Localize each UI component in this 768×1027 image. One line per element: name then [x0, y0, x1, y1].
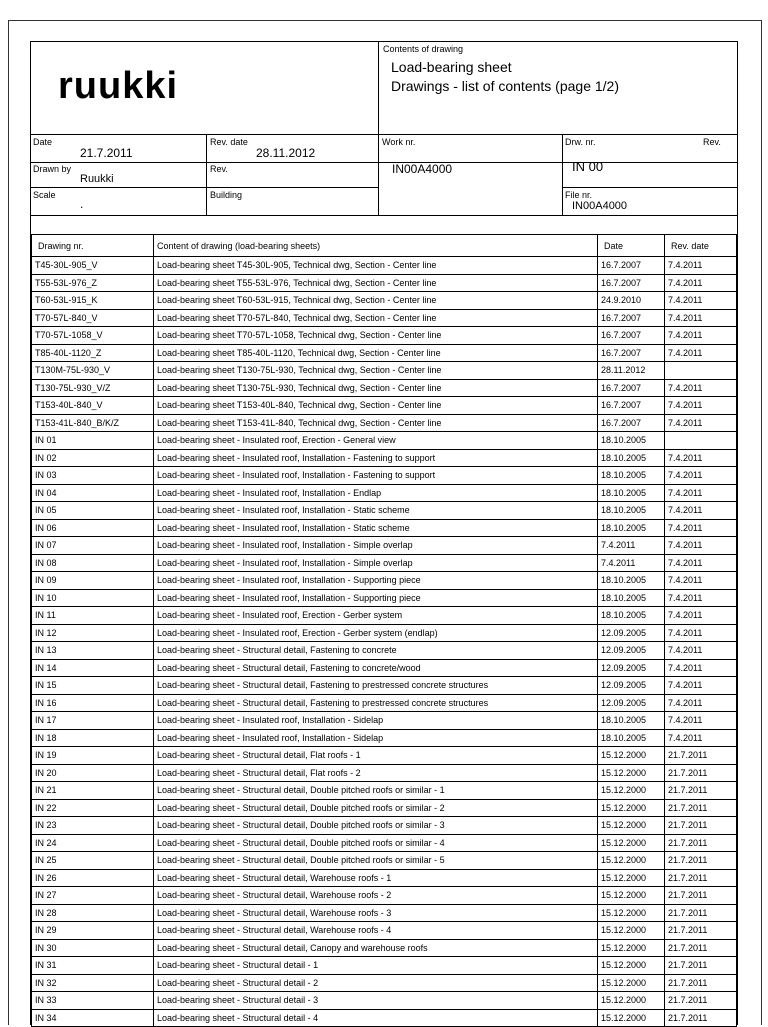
- table-row: [32, 537, 737, 555]
- cell-content: Load-bearing sheet - Insulated roof, Erection - General view: [154, 432, 598, 450]
- cell-rev-date: 7.4.2011: [665, 414, 737, 432]
- cell-content: Load-bearing sheet T153-41L-840, Technical dwg, Section - Center line: [154, 414, 598, 432]
- cell-date: 16.7.2007: [598, 327, 665, 345]
- contents-label: Contents of drawing: [383, 44, 464, 54]
- cell-date: 15.12.2000: [598, 782, 665, 800]
- cell-date: 7.4.2011: [598, 554, 665, 572]
- rev-date-label: Rev. date: [210, 137, 248, 147]
- cell-drawing-nr: T85-40L-1120_Z: [32, 344, 154, 362]
- cell-date: 16.7.2007: [598, 309, 665, 327]
- table-row: [32, 467, 737, 485]
- table-row: [32, 344, 737, 362]
- cell-rev-date: 21.7.2011: [665, 834, 737, 852]
- table-row: [32, 694, 737, 712]
- table-row: [32, 834, 737, 852]
- cell-content: Load-bearing sheet - Structural detail, Double pitched roofs or similar - 5: [154, 852, 598, 870]
- cell-content: Load-bearing sheet T130-75L-930, Technical dwg, Section - Center line: [154, 379, 598, 397]
- cell-date: 15.12.2000: [598, 852, 665, 870]
- cell-date: 18.10.2005: [598, 589, 665, 607]
- cell-rev-date: 21.7.2011: [665, 782, 737, 800]
- table-row: [32, 817, 737, 835]
- cell-rev-date: 7.4.2011: [665, 274, 737, 292]
- cell-content: Load-bearing sheet - Insulated roof, Installation - Fastening to support: [154, 467, 598, 485]
- cell-date: 16.7.2007: [598, 257, 665, 275]
- header-date: Date: [598, 235, 665, 257]
- cell-content: Load-bearing sheet - Structural detail - 4: [154, 1009, 598, 1027]
- cell-rev-date: 21.7.2011: [665, 764, 737, 782]
- cell-content: Load-bearing sheet - Insulated roof, Erection - Gerber system (endlap): [154, 624, 598, 642]
- cell-content: Load-bearing sheet - Structural detail, Warehouse roofs - 4: [154, 922, 598, 940]
- table-row: [32, 642, 737, 660]
- cell-rev-date: 7.4.2011: [665, 554, 737, 572]
- drawn-by-label: Drawn by: [33, 164, 72, 174]
- table-row: [32, 449, 737, 467]
- cell-content: Load-bearing sheet T70-57L-840, Technical dwg, Section - Center line: [154, 309, 598, 327]
- cell-drawing-nr: IN 18: [32, 729, 154, 747]
- header-content: Content of drawing (load-bearing sheets): [154, 235, 598, 257]
- table-row: [32, 432, 737, 450]
- cell-date: 24.9.2010: [598, 292, 665, 310]
- cell-content: Load-bearing sheet - Structural detail - 1: [154, 957, 598, 975]
- cell-rev-date: 7.4.2011: [665, 484, 737, 502]
- cell-drawing-nr: IN 22: [32, 799, 154, 817]
- cell-date: 18.10.2005: [598, 484, 665, 502]
- cell-date: 12.09.2005: [598, 694, 665, 712]
- table-row: [32, 887, 737, 905]
- cell-drawing-nr: IN 02: [32, 449, 154, 467]
- rev2-label: Rev.: [210, 164, 228, 174]
- cell-drawing-nr: IN 33: [32, 992, 154, 1010]
- cell-date: 12.09.2005: [598, 642, 665, 660]
- cell-content: Load-bearing sheet - Insulated roof, Installation - Sidelap: [154, 712, 598, 730]
- cell-content: Load-bearing sheet - Insulated roof, Installation - Fastening to support: [154, 449, 598, 467]
- cell-drawing-nr: IN 15: [32, 677, 154, 695]
- cell-date: 15.12.2000: [598, 747, 665, 765]
- cell-drawing-nr: T130-75L-930_V/Z: [32, 379, 154, 397]
- table-row: [32, 712, 737, 730]
- cell-content: Load-bearing sheet - Structural detail - 3: [154, 992, 598, 1010]
- divider: [30, 187, 378, 188]
- cell-rev-date: 21.7.2011: [665, 939, 737, 957]
- table-row: [32, 554, 737, 572]
- cell-rev-date: 7.4.2011: [665, 589, 737, 607]
- cell-rev-date: 7.4.2011: [665, 327, 737, 345]
- header-rev-date: Rev. date: [665, 235, 737, 257]
- cell-content: Load-bearing sheet T55-53L-976, Technical dwg, Section - Center line: [154, 274, 598, 292]
- cell-drawing-nr: IN 21: [32, 782, 154, 800]
- cell-date: 16.7.2007: [598, 379, 665, 397]
- table-row: [32, 939, 737, 957]
- cell-rev-date: 7.4.2011: [665, 467, 737, 485]
- cell-content: Load-bearing sheet T130-75L-930, Technical dwg, Section - Center line: [154, 362, 598, 380]
- cell-rev-date: 21.7.2011: [665, 887, 737, 905]
- building-label: Building: [210, 190, 243, 200]
- cell-date: 16.7.2007: [598, 414, 665, 432]
- cell-date: 16.7.2007: [598, 274, 665, 292]
- cell-content: Load-bearing sheet - Structural detail, Double pitched roofs or similar - 3: [154, 817, 598, 835]
- cell-drawing-nr: IN 30: [32, 939, 154, 957]
- cell-date: 18.10.2005: [598, 502, 665, 520]
- cell-rev-date: 7.4.2011: [665, 642, 737, 660]
- cell-rev-date: 7.4.2011: [665, 309, 737, 327]
- file-nr-value: IN00A4000: [572, 200, 628, 212]
- cell-rev-date: 21.7.2011: [665, 957, 737, 975]
- cell-rev-date: 7.4.2011: [665, 712, 737, 730]
- cell-content: Load-bearing sheet - Insulated roof, Installation - Sidelap: [154, 729, 598, 747]
- cell-content: Load-bearing sheet - Structural detail, Double pitched roofs or similar - 4: [154, 834, 598, 852]
- cell-date: 15.12.2000: [598, 834, 665, 852]
- cell-content: Load-bearing sheet - Structural detail, Fastening to prestressed concrete structures: [154, 677, 598, 695]
- divider: [378, 41, 379, 215]
- cell-rev-date: 21.7.2011: [665, 747, 737, 765]
- divider: [30, 162, 737, 163]
- cell-content: Load-bearing sheet - Insulated roof, Installation - Endlap: [154, 484, 598, 502]
- scale-label: Scale: [33, 190, 56, 200]
- table-row: [32, 572, 737, 590]
- cell-drawing-nr: IN 12: [32, 624, 154, 642]
- table-row: [32, 869, 737, 887]
- cell-drawing-nr: IN 29: [32, 922, 154, 940]
- cell-date: 12.09.2005: [598, 624, 665, 642]
- table-row: [32, 379, 737, 397]
- cell-rev-date: 7.4.2011: [665, 397, 737, 415]
- cell-content: Load-bearing sheet T70-57L-1058, Technical dwg, Section - Center line: [154, 327, 598, 345]
- cell-rev-date: 7.4.2011: [665, 379, 737, 397]
- cell-date: 28.11.2012: [598, 362, 665, 380]
- cell-drawing-nr: T130M-75L-930_V: [32, 362, 154, 380]
- cell-date: 15.12.2000: [598, 939, 665, 957]
- cell-drawing-nr: T60-53L-915_K: [32, 292, 154, 310]
- table-row: [32, 677, 737, 695]
- cell-date: 15.12.2000: [598, 974, 665, 992]
- cell-rev-date: [665, 432, 737, 450]
- table-row: [32, 764, 737, 782]
- rev-date-value: 28.11.2012: [256, 146, 316, 160]
- cell-date: 15.12.2000: [598, 904, 665, 922]
- cell-content: Load-bearing sheet - Insulated roof, Installation - Supporting piece: [154, 572, 598, 590]
- cell-drawing-nr: IN 11: [32, 607, 154, 625]
- cell-content: Load-bearing sheet - Insulated roof, Installation - Supporting piece: [154, 589, 598, 607]
- cell-rev-date: 7.4.2011: [665, 694, 737, 712]
- table-row: [32, 309, 737, 327]
- cell-date: 15.12.2000: [598, 887, 665, 905]
- cell-rev-date: 7.4.2011: [665, 344, 737, 362]
- cell-date: 18.10.2005: [598, 607, 665, 625]
- cell-date: 18.10.2005: [598, 449, 665, 467]
- cell-content: Load-bearing sheet - Insulated roof, Installation - Static scheme: [154, 502, 598, 520]
- cell-content: Load-bearing sheet - Structural detail, Double pitched roofs or similar - 2: [154, 799, 598, 817]
- cell-drawing-nr: IN 34: [32, 1009, 154, 1027]
- table-row: [32, 852, 737, 870]
- table-row: [32, 292, 737, 310]
- date-value: 21.7.2011: [80, 146, 133, 160]
- cell-content: Load-bearing sheet T85-40L-1120, Technical dwg, Section - Center line: [154, 344, 598, 362]
- table-row: [32, 729, 737, 747]
- table-row: [32, 327, 737, 345]
- table-row: [32, 257, 737, 275]
- cell-drawing-nr: IN 10: [32, 589, 154, 607]
- cell-drawing-nr: IN 26: [32, 869, 154, 887]
- drawing-list-table: [31, 234, 737, 1027]
- cell-date: 12.09.2005: [598, 677, 665, 695]
- cell-date: 18.10.2005: [598, 712, 665, 730]
- cell-date: 15.12.2000: [598, 992, 665, 1010]
- cell-date: 16.7.2007: [598, 344, 665, 362]
- cell-content: Load-bearing sheet - Structural detail, Fastening to concrete: [154, 642, 598, 660]
- cell-rev-date: 7.4.2011: [665, 729, 737, 747]
- cell-rev-date: 21.7.2011: [665, 992, 737, 1010]
- cell-date: 15.12.2000: [598, 817, 665, 835]
- table-row: [32, 659, 737, 677]
- cell-rev-date: 21.7.2011: [665, 974, 737, 992]
- cell-drawing-nr: IN 17: [32, 712, 154, 730]
- table-row: [32, 484, 737, 502]
- table-row: [32, 624, 737, 642]
- cell-drawing-nr: IN 27: [32, 887, 154, 905]
- cell-date: 12.09.2005: [598, 659, 665, 677]
- drw-nr-value: IN 00: [572, 159, 604, 174]
- cell-drawing-nr: T70-57L-840_V: [32, 309, 154, 327]
- divider: [562, 134, 563, 215]
- cell-date: 15.12.2000: [598, 922, 665, 940]
- table-row: [32, 974, 737, 992]
- cell-drawing-nr: IN 07: [32, 537, 154, 555]
- cell-drawing-nr: IN 03: [32, 467, 154, 485]
- drawing-title: Load-bearing sheet: [391, 59, 512, 75]
- cell-rev-date: 7.4.2011: [665, 607, 737, 625]
- cell-rev-date: 21.7.2011: [665, 1009, 737, 1027]
- table-row: [32, 957, 737, 975]
- drawing-subtitle: Drawings - list of contents (page 1/2): [391, 78, 619, 94]
- scale-value: .: [80, 197, 84, 211]
- table-row: [32, 589, 737, 607]
- cell-date: 16.7.2007: [598, 397, 665, 415]
- cell-rev-date: 7.4.2011: [665, 502, 737, 520]
- cell-drawing-nr: IN 06: [32, 519, 154, 537]
- cell-rev-date: 7.4.2011: [665, 292, 737, 310]
- table-row: [32, 397, 737, 415]
- ruukki-logo: ruukki: [58, 65, 179, 107]
- table-header-row: [32, 235, 737, 257]
- cell-content: Load-bearing sheet - Structural detail, Canopy and warehouse roofs: [154, 939, 598, 957]
- cell-drawing-nr: IN 13: [32, 642, 154, 660]
- cell-content: Load-bearing sheet - Insulated roof, Installation - Static scheme: [154, 519, 598, 537]
- cell-drawing-nr: T45-30L-905_V: [32, 257, 154, 275]
- cell-content: Load-bearing sheet - Structural detail, Double pitched roofs or similar - 1: [154, 782, 598, 800]
- cell-rev-date: 7.4.2011: [665, 519, 737, 537]
- cell-date: 15.12.2000: [598, 957, 665, 975]
- cell-content: Load-bearing sheet T60-53L-915, Technical dwg, Section - Center line: [154, 292, 598, 310]
- file-nr-label: File nr.: [565, 190, 593, 200]
- divider: [206, 134, 207, 215]
- cell-drawing-nr: IN 16: [32, 694, 154, 712]
- cell-date: 7.4.2011: [598, 537, 665, 555]
- drawn-by-value: Ruukki: [80, 173, 114, 185]
- cell-drawing-nr: IN 04: [32, 484, 154, 502]
- cell-drawing-nr: IN 23: [32, 817, 154, 835]
- cell-rev-date: 21.7.2011: [665, 922, 737, 940]
- cell-drawing-nr: IN 20: [32, 764, 154, 782]
- cell-content: Load-bearing sheet - Structural detail - 2: [154, 974, 598, 992]
- cell-rev-date: 7.4.2011: [665, 624, 737, 642]
- table-row: [32, 502, 737, 520]
- cell-rev-date: 21.7.2011: [665, 817, 737, 835]
- cell-date: 18.10.2005: [598, 432, 665, 450]
- cell-drawing-nr: IN 24: [32, 834, 154, 852]
- rev-label: Rev.: [703, 137, 721, 147]
- cell-content: Load-bearing sheet - Structural detail, Flat roofs - 2: [154, 764, 598, 782]
- table-row: [32, 607, 737, 625]
- cell-drawing-nr: IN 32: [32, 974, 154, 992]
- cell-content: Load-bearing sheet T153-40L-840, Technical dwg, Section - Center line: [154, 397, 598, 415]
- cell-drawing-nr: T153-40L-840_V: [32, 397, 154, 415]
- header-drawing-nr: Drawing nr.: [32, 235, 154, 257]
- cell-rev-date: 21.7.2011: [665, 852, 737, 870]
- cell-rev-date: 21.7.2011: [665, 869, 737, 887]
- cell-drawing-nr: T55-53L-976_Z: [32, 274, 154, 292]
- table-row: [32, 782, 737, 800]
- table-row: [32, 274, 737, 292]
- cell-date: 18.10.2005: [598, 467, 665, 485]
- cell-rev-date: 7.4.2011: [665, 677, 737, 695]
- cell-date: 18.10.2005: [598, 519, 665, 537]
- date-label: Date: [33, 137, 53, 147]
- cell-rev-date: 7.4.2011: [665, 659, 737, 677]
- cell-drawing-nr: IN 28: [32, 904, 154, 922]
- divider: [30, 215, 737, 216]
- cell-content: Load-bearing sheet - Structural detail, Fastening to concrete/wood: [154, 659, 598, 677]
- cell-rev-date: 21.7.2011: [665, 799, 737, 817]
- cell-drawing-nr: IN 19: [32, 747, 154, 765]
- cell-drawing-nr: IN 01: [32, 432, 154, 450]
- cell-content: Load-bearing sheet - Insulated roof, Erection - Gerber system: [154, 607, 598, 625]
- cell-drawing-nr: IN 08: [32, 554, 154, 572]
- cell-content: Load-bearing sheet - Insulated roof, Installation - Simple overlap: [154, 537, 598, 555]
- cell-date: 15.12.2000: [598, 1009, 665, 1027]
- cell-drawing-nr: IN 25: [32, 852, 154, 870]
- cell-rev-date: 21.7.2011: [665, 904, 737, 922]
- work-nr-label: Work nr.: [382, 137, 416, 147]
- work-nr-value: IN00A4000: [392, 162, 453, 176]
- cell-date: 15.12.2000: [598, 869, 665, 887]
- table-row: [32, 519, 737, 537]
- cell-drawing-nr: IN 05: [32, 502, 154, 520]
- cell-drawing-nr: T153-41L-840_B/K/Z: [32, 414, 154, 432]
- cell-content: Load-bearing sheet - Structural detail, Warehouse roofs - 2: [154, 887, 598, 905]
- divider: [562, 187, 737, 188]
- cell-drawing-nr: T70-57L-1058_V: [32, 327, 154, 345]
- table-row: [32, 904, 737, 922]
- cell-content: Load-bearing sheet - Insulated roof, Installation - Simple overlap: [154, 554, 598, 572]
- table-row: [32, 922, 737, 940]
- cell-rev-date: 7.4.2011: [665, 449, 737, 467]
- cell-date: 18.10.2005: [598, 729, 665, 747]
- cell-drawing-nr: IN 14: [32, 659, 154, 677]
- cell-rev-date: 7.4.2011: [665, 257, 737, 275]
- cell-content: Load-bearing sheet - Structural detail, Warehouse roofs - 1: [154, 869, 598, 887]
- cell-content: Load-bearing sheet - Structural detail, Flat roofs - 1: [154, 747, 598, 765]
- table-row: [32, 414, 737, 432]
- drw-nr-label: Drw. nr.: [565, 137, 596, 147]
- table-row: [32, 362, 737, 380]
- cell-content: Load-bearing sheet - Structural detail, Fastening to prestressed concrete structures: [154, 694, 598, 712]
- cell-content: Load-bearing sheet T45-30L-905, Technical dwg, Section - Center line: [154, 257, 598, 275]
- cell-rev-date: 7.4.2011: [665, 537, 737, 555]
- table-row: [32, 799, 737, 817]
- divider: [30, 134, 737, 135]
- cell-drawing-nr: IN 09: [32, 572, 154, 590]
- table-row: [32, 747, 737, 765]
- table-row: [32, 992, 737, 1010]
- cell-rev-date: [665, 362, 737, 380]
- cell-date: 18.10.2005: [598, 572, 665, 590]
- cell-date: 15.12.2000: [598, 764, 665, 782]
- cell-drawing-nr: IN 31: [32, 957, 154, 975]
- cell-date: 15.12.2000: [598, 799, 665, 817]
- cell-content: Load-bearing sheet - Structural detail, Warehouse roofs - 3: [154, 904, 598, 922]
- cell-rev-date: 7.4.2011: [665, 572, 737, 590]
